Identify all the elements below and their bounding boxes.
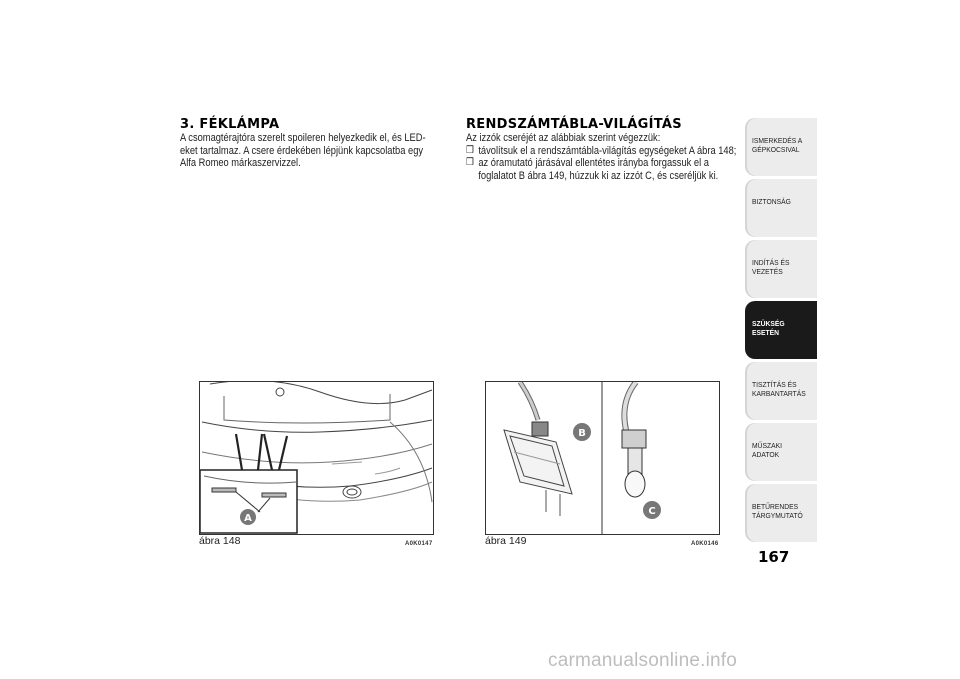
- watermark: carmanualsonline.info: [548, 650, 738, 671]
- list-item: ❒ az óramutató járásával ellentétes irányba forgassuk el a foglalatot B ábra 149, húzzuk ki az izzót C, és cseréljük ki.: [466, 157, 719, 182]
- tab-label: ISMERKEDÉS A GÉPKOCSIVAL: [752, 136, 802, 154]
- tab-inditas[interactable]: [745, 240, 817, 298]
- figure-149: [485, 381, 720, 535]
- section-heading-brake-light: 3. FÉKLÁMPA: [180, 117, 280, 132]
- figure-148: [199, 381, 434, 535]
- section-heading-plate-light: RENDSZÁMTÁBLA-VILÁGÍTÁS: [466, 117, 682, 132]
- figure-148-caption: ábra 148: [199, 535, 241, 547]
- tab-label: INDÍTÁS ÉS VEZETÉS: [752, 258, 790, 276]
- list-item: ❒ távolítsuk el a rendszámtábla-világítás egységeket A ábra 148;: [466, 144, 737, 157]
- tab-label: MŰSZAKI ADATOK: [752, 441, 783, 459]
- tab-label: BETŰRENDES TÁRGYMUTATÓ: [752, 502, 803, 520]
- tab-label: BIZTONSÁG: [752, 197, 791, 206]
- tab-label: TISZTÍTÁS ÉS KARBANTARTÁS: [752, 380, 806, 398]
- tab-muszaki-adatok[interactable]: [745, 423, 817, 481]
- plate-light-text: [466, 132, 739, 182]
- tab-label: SZÜKSÉG ESETÉN: [752, 319, 785, 337]
- tab-ismerkedes[interactable]: [745, 118, 817, 176]
- figure-label-a: A: [244, 513, 252, 524]
- brake-light-paragraph: A csomagtérajtóra szerelt spoileren helyezkedik el, és LED-eket tartalmaz. A csere érdekében lépjünk kapcsolatba egy Alfa Romeo márkaszervizzel.: [180, 132, 426, 169]
- tab-biztonsag[interactable]: [745, 179, 817, 237]
- bullet-box-icon: ❒: [466, 157, 474, 168]
- figure-149-caption: ábra 149: [485, 535, 527, 547]
- page-number: 167: [758, 548, 790, 566]
- tab-szukseg-eseten[interactable]: [745, 301, 817, 359]
- rear-bumper-illustration: [200, 382, 433, 534]
- figure-149-code: A0K0146: [691, 541, 719, 547]
- bulb-socket-illustration: [486, 382, 719, 534]
- plate-light-steps: [466, 145, 739, 183]
- tab-targymutato[interactable]: [745, 484, 817, 542]
- tab-tisztitas[interactable]: [745, 362, 817, 420]
- figure-148-code: A0K0147: [405, 541, 433, 547]
- figure-label-b: B: [578, 428, 586, 439]
- plate-light-intro: Az izzók cseréjét az alábbiak szerint végezzük:: [466, 132, 661, 144]
- bullet-box-icon: ❒: [466, 144, 474, 156]
- figure-label-c: C: [648, 506, 656, 517]
- chapter-tabs: [745, 118, 819, 545]
